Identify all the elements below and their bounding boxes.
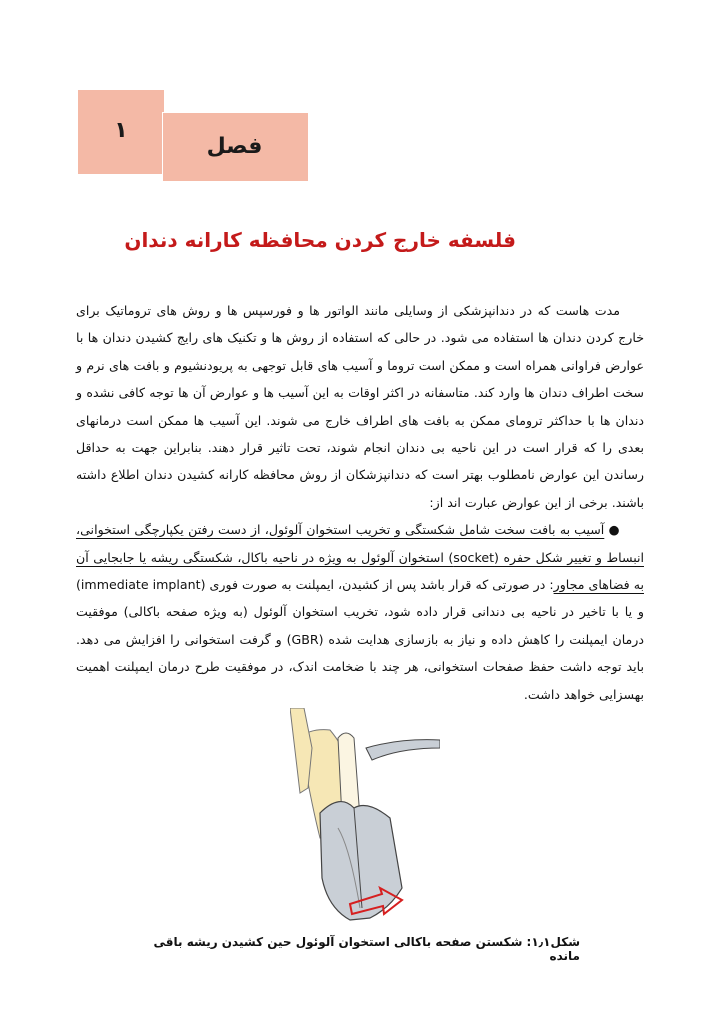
forceps-tooth-illustration — [290, 708, 440, 930]
figure-caption: شکل۱٫۱: شکستن صفحه باکالی استخوان آلوئول حین کشیدن ریشه باقی مانده — [153, 935, 580, 963]
chapter-number: ۱ — [114, 118, 128, 143]
page-title: فلسفه خارج کردن محافظه کارانه دندان — [124, 228, 516, 252]
bullet-item — [76, 516, 644, 708]
bullet-icon: ● — [608, 522, 620, 538]
extraction-figure — [290, 708, 440, 930]
body-text — [76, 297, 644, 708]
intro-paragraph: مدت هاست که در دندانپزشکی از وسایلی مانند الواتور ها و فورسپس ها و روش های تروماتیک برای خارج کردن دندان ها استفاده می شود. در حالی که استفاده از روش ها و تکنیک های رایج کشیدن دندان ها با عوارض فراوانی همراه است و ممکن است تروما و آسیب های قابل توجهی به پریودنشیوم و بافت های نرم و سخت اطراف دندان ها وارد کند. متاسفانه در اکثر اوقات به این آسیب ها و عوارض آن ها توجه کافی نشده و دندان ها با حداکثر ترومای ممکن به بافت های اطراف خارج می شوند. این آسیب ها ممکن است درمانهای بعدی را که قرار است در این ناحیه بی دندان انجام شوند، تحت تاثیر قرار دهند. بنابراین جهت به حداقل رساندن این عوارض نامطلوب بهتر است که دندانپزشکان از روش محافظه کارانه کشیدن دندان اطلاع داشته باشند. برخی از این عوارض عبارت اند از: — [76, 303, 644, 510]
chapter-label: فصل — [206, 134, 263, 159]
bullet-underlined-text: آسیب به بافت سخت شامل شکستگی و تخریب استخوان آلوئول، از دست رفتن یکپارچگی استخوانی، انبساط و تغییر شکل حفره (socket) استخوان آلوئول به ویژه در ناحیه باکال، شکستگی ریشه یا جابجایی آن به فضاهای مجاور — [76, 522, 644, 593]
bullet-text: : در صورتی که قرار باشد پس از کشیدن، ایمپلنت به صورت فوری (immediate implant) و یا با تاخیر در ناحیه بی دندانی قرار داده شود، تخریب استخوان آلوئول (به ویژه صفحه باکالی) موفقیت درمان ایمپلنت را کاهش داده و نیاز به بازسازی هدایت شده (GBR) و گرفت استخوانی را افزایش می دهد. باید توجه داشت حفظ صفحات استخوانی، هر چند با ضخامت اندک، در موفقیت طرح درمان ایمپلنت اهمیت بهسزایی خواهد داشت. — [76, 577, 644, 702]
